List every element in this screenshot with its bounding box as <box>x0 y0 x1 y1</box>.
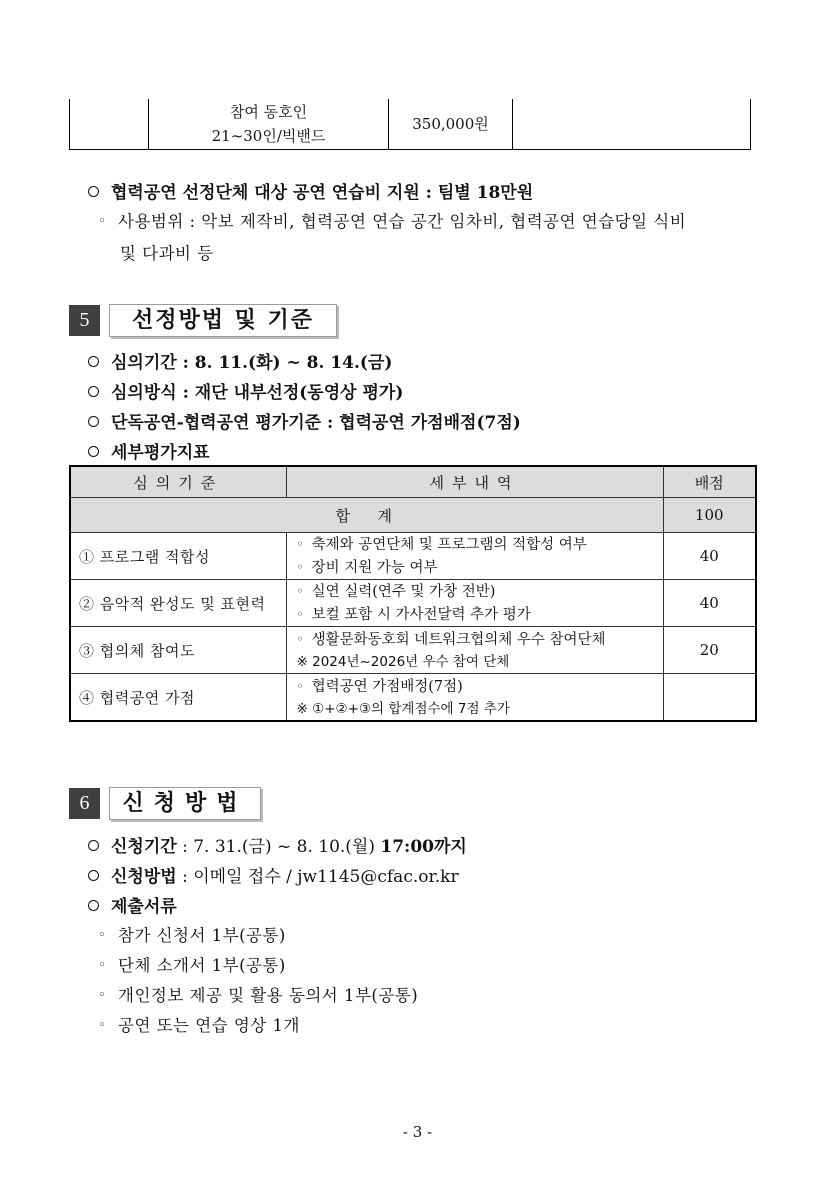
detail-line: ◦ 장비 지원 가능 여부 <box>296 560 438 576</box>
column-header: 배점 <box>663 466 756 498</box>
table-row <box>70 533 756 580</box>
page-number: - 3 - <box>402 1123 433 1141</box>
detail-line: ◦ 협력공연 가점배정(7점) <box>296 678 463 695</box>
fee-amount: 350,000원 <box>389 99 513 150</box>
participant-range: 21~30인/빅밴드 <box>211 127 326 145</box>
circle-bullet-icon <box>88 416 99 427</box>
circle-bullet-icon <box>88 900 99 911</box>
application-period: 신청기간 : 7. 31.(금) ~ 8. 10.(월) 17:00까지 <box>88 832 467 857</box>
document-item: ◦ 단체 소개서 1부(공통) <box>98 956 286 975</box>
total-label: 합 계 <box>70 498 663 533</box>
section-title: 선정방법 및 기준 <box>109 304 337 337</box>
circle-bullet-icon <box>88 356 99 367</box>
detail-cell <box>286 627 663 674</box>
required-documents: 제출서류 <box>88 892 177 917</box>
document-item: ◦ 공연 또는 연습 영상 1개 <box>98 1016 300 1035</box>
detail-line: ◦ 실연 실력(연주 및 가창 전반) <box>296 584 496 600</box>
document-item: ◦ 개인정보 제공 및 활용 동의서 1부(공통) <box>98 986 419 1005</box>
total-score: 100 <box>663 498 756 533</box>
small-circle-bullet-icon: ◦ <box>296 537 304 551</box>
score-cell: 20 <box>663 627 756 674</box>
review-method: 심의방식 : 재단 내부선정(동영상 평가) <box>88 378 403 403</box>
detail-cell <box>286 533 663 580</box>
document-item: ◦ 참가 신청서 1부(공통) <box>98 926 286 945</box>
detail-cell <box>286 674 663 722</box>
small-circle-bullet-icon: ◦ <box>98 214 107 229</box>
score-cell: 40 <box>663 580 756 627</box>
table-cell <box>149 99 389 150</box>
table-cell <box>513 99 751 150</box>
detail-line: ◦ 생활문화동호회 네트워크협의체 우수 참여단체 <box>296 631 606 648</box>
circle-bullet-icon <box>88 840 99 851</box>
criterion-cell: ② 음악적 완성도 및 표현력 <box>70 580 286 627</box>
table-row <box>70 627 756 674</box>
table-cell <box>70 99 149 150</box>
total-row <box>70 498 756 533</box>
application-method: 신청방법 : 이메일 접수 / jw1145@cfac.or.kr <box>88 862 459 887</box>
participant-label: 참여 동호인 <box>229 103 308 121</box>
support-usage-line-2: 및 다과비 등 <box>120 244 214 263</box>
column-header: 심의기준 <box>70 466 286 498</box>
evaluation-table <box>69 465 757 722</box>
section-title: 신청방법 <box>109 787 261 820</box>
table-row <box>70 99 751 150</box>
fee-table <box>69 99 751 150</box>
table-header-row <box>70 466 756 498</box>
score-cell: 40 <box>663 533 756 580</box>
score-cell <box>663 674 756 722</box>
review-period: 심의기간 : 8. 11.(화) ~ 8. 14.(금) <box>88 348 392 373</box>
detailed-indicators: 세부평가지표 <box>88 438 210 463</box>
small-circle-bullet-icon: ◦ <box>98 928 107 943</box>
column-header: 세부내역 <box>286 466 663 498</box>
support-headline: 협력공연 선정단체 대상 공연 연습비 지원 : 팀별 18만원 <box>88 178 533 203</box>
section-number: 6 <box>69 788 100 819</box>
table-row <box>70 674 756 722</box>
circle-bullet-icon <box>88 186 99 197</box>
circle-bullet-icon <box>88 386 99 397</box>
detail-cell <box>286 580 663 627</box>
small-circle-bullet-icon: ◦ <box>296 607 304 621</box>
small-circle-bullet-icon: ◦ <box>98 958 107 973</box>
evaluation-criteria: 단독공연-협력공연 평가기준 : 협력공연 가점배점(7점) <box>88 408 521 433</box>
small-circle-bullet-icon: ◦ <box>98 988 107 1003</box>
table-row <box>70 580 756 627</box>
detail-line: ◦ 보컬 포함 시 가사전달력 추가 평가 <box>296 607 531 623</box>
detail-note: ※ ①+②+③의 합계점수에 7점 추가 <box>296 700 510 717</box>
small-circle-bullet-icon: ◦ <box>98 1018 107 1033</box>
small-circle-bullet-icon: ◦ <box>296 678 304 693</box>
criterion-cell: ③ 협의체 참여도 <box>70 627 286 674</box>
small-circle-bullet-icon: ◦ <box>296 584 304 598</box>
small-circle-bullet-icon: ◦ <box>296 631 304 646</box>
circle-bullet-icon <box>88 446 99 457</box>
circle-bullet-icon <box>88 870 99 881</box>
detail-note: ※ 2024년~2026년 우수 참여 단체 <box>296 653 510 670</box>
support-usage-line: ◦ 사용범위 : 악보 제작비, 협력공연 연습 공간 임차비, 협력공연 연습당일 식비 <box>98 212 687 231</box>
section-number: 5 <box>69 305 100 336</box>
small-circle-bullet-icon: ◦ <box>296 560 304 574</box>
criterion-cell: ① 프로그램 적합성 <box>70 533 286 580</box>
detail-line: ◦ 축제와 공연단체 및 프로그램의 적합성 여부 <box>296 537 587 553</box>
criterion-cell: ④ 협력공연 가점 <box>70 674 286 722</box>
